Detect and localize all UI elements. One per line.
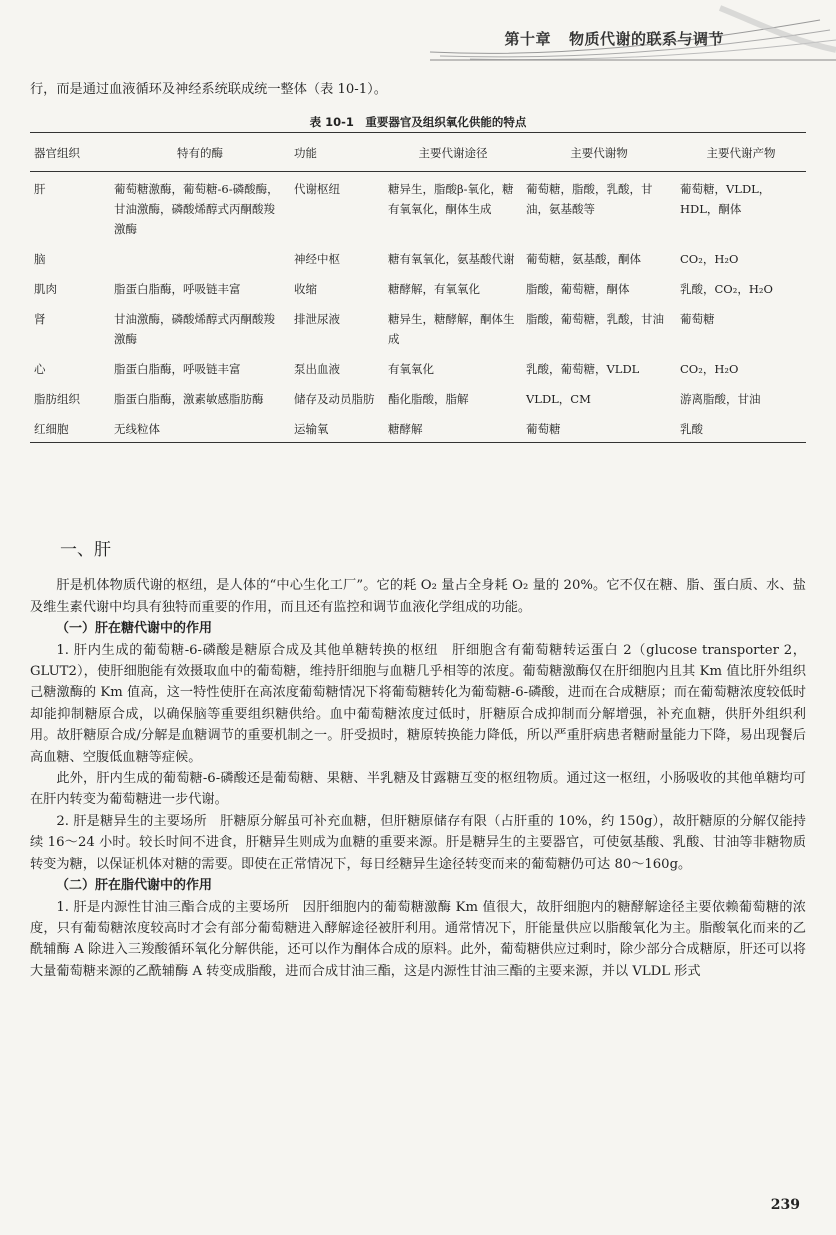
table-cell: 红细胞 [34, 422, 69, 436]
table-cell: 葡萄糖激酶，葡萄糖-6-磷酸酶，甘油激酶，磷酸烯醇式丙酮酸羧激酶 [114, 182, 279, 236]
table-cell: 心 [34, 362, 46, 376]
table-cell: 葡萄糖 [680, 312, 715, 326]
table-cell: 有氧氧化 [388, 362, 434, 376]
table-cell: 脂蛋白脂酶，呼吸链丰富 [114, 362, 241, 376]
table-row [30, 272, 806, 302]
subsection-heading-lipid: （二）肝在脂代谢中的作用 [56, 878, 213, 894]
table-cell: 脂酸，葡萄糖，乳酸，甘油 [526, 312, 664, 326]
table-cell: 运输氧 [294, 422, 329, 436]
table-cell: 储存及动员脂肪 [294, 392, 375, 406]
table-header-cell: 功能 [290, 133, 384, 172]
table-cell: 乳酸 [680, 422, 703, 436]
chapter-name: 物质代谢的联系与调节 [568, 30, 724, 48]
table-cell: CO₂，H₂O [680, 362, 739, 376]
page-number: 239 [770, 1197, 800, 1213]
table-cell: 糖异生，脂酸β-氧化，糖有氧氧化，酮体生成 [388, 182, 514, 216]
table-cell: CO₂，H₂O [680, 252, 739, 266]
chapter-number: 第十章 [504, 30, 551, 48]
table-header-cell: 器官组织 [30, 133, 110, 172]
table-cell: 脂酸，葡萄糖，酮体 [526, 282, 630, 296]
table-cell: 糖有氧氧化，氨基酸代谢 [388, 252, 515, 266]
lead-paragraph: 行，而是通过血液循环及神经系统联成统一整体（表 10-1）。 [30, 82, 387, 97]
table-cell: 脂蛋白脂酶，激素敏感脂肪酶 [114, 392, 264, 406]
table-row [30, 242, 806, 272]
table-cell: 葡萄糖，脂酸，乳酸，甘油，氨基酸等 [526, 182, 653, 216]
table-cell: 脑 [34, 252, 46, 266]
table-cell: 乳酸，葡萄糖，VLDL [526, 362, 640, 376]
table-cell: 糖酵解 [388, 422, 423, 436]
table-cell: 脂肪组织 [34, 392, 80, 406]
table-cell: 肝 [34, 182, 46, 196]
table-row [30, 382, 806, 412]
chapter-title [504, 28, 724, 49]
section-heading: 一、肝 [60, 540, 111, 560]
table-row [30, 172, 806, 243]
paragraph: 2. 肝是糖异生的主要场所 肝糖原分解虽可补充血糖，但肝糖原储存有限（占肝重的 10%，约 150g），故肝糖原的分解仅能持续 16～24 小时。较长时间不进食，肝糖异生则成为血糖的重要来源。肝是糖异生的主要器官，可使氨基酸、乳酸、甘油等非糖物质转变为糖，以保证机体对糖的需要。即使在正常情况下，每日经糖异生途径转变而来的葡萄糖仍可达 80～160g。 [30, 813, 806, 872]
table-cell: 酯化脂酸，脂解 [388, 392, 469, 406]
table-cell: 脂蛋白脂酶，呼吸链丰富 [114, 282, 241, 296]
table-cell: 肾 [34, 312, 46, 326]
table-cell: 葡萄糖 [526, 422, 561, 436]
table-cell: 葡萄糖，氨基酸，酮体 [526, 252, 641, 266]
table-caption: 表 10-1 重要器官及组织氧化供能的特点 [309, 115, 527, 129]
section-intro-paragraph: 肝是机体物质代谢的枢纽，是人体的“中心生化工厂”。它的耗 O₂ 量占全身耗 O₂ 量的 20%。它不仅在糖、脂、蛋白质、水、盐及维生素代谢中均具有独特而重要的作用，而且还有监控和调节血液化学组成的功能。 [30, 578, 806, 615]
table-cell: 糖酵解，有氧氧化 [388, 282, 480, 296]
table-row [30, 302, 806, 352]
paragraph: 此外，肝内生成的葡萄糖-6-磷酸还是葡萄糖、果糖、半乳糖及甘露糖互变的枢纽物质。通过这一枢纽，小肠吸收的其他单糖均可在肝内转变为葡萄糖进一步代谢。 [30, 771, 806, 808]
table-cell: 神经中枢 [294, 252, 340, 266]
table-row [30, 352, 806, 382]
table-cell: 游离脂酸，甘油 [680, 392, 761, 406]
table-cell: 收缩 [294, 282, 317, 296]
table-header-row [30, 133, 806, 172]
table-cell [110, 242, 290, 272]
section-body [30, 540, 806, 982]
organ-metabolism-table [30, 132, 806, 443]
table-header-cell: 主要代谢产物 [676, 133, 806, 172]
subsection-heading-carbohydrate: （一）肝在糖代谢中的作用 [56, 621, 213, 637]
running-header [0, 0, 836, 62]
table-cell: 泵出血液 [294, 362, 340, 376]
table-cell: 糖异生，糖酵解，酮体生成 [388, 312, 515, 346]
table-cell: 排泄尿液 [294, 312, 340, 326]
table-cell: 葡萄糖，VLDL，HDL，酮体 [680, 182, 771, 216]
table-row [30, 412, 806, 443]
paragraph: 1. 肝是内源性甘油三酯合成的主要场所 因肝细胞内的葡萄糖激酶 Km 值很大，故肝细胞内的糖酵解途径主要依赖葡萄糖的浓度，只有葡萄糖浓度较高时才会有部分葡萄糖进入酵解途径被肝利用。通常情况下，肝能量供应以脂酸氧化为主。脂酸氧化而来的乙酰辅酶 A 除进入三羧酸循环氧化分解供能，还可以作为酮体合成的原料。此外，葡萄糖供应过剩时，除少部分合成糖原，肝还可以将大量葡萄糖来源的乙酰辅酶 A 转变成脂酸，进而合成甘油三酯，这是内源性甘油三酯的主要来源，并以 VLDL 形式 [30, 899, 806, 979]
table-cell: 代谢枢纽 [294, 182, 340, 196]
table-cell: 甘油激酶，磷酸烯醇式丙酮酸羧激酶 [114, 312, 275, 346]
table-cell: 无线粒体 [114, 422, 160, 436]
table-header-cell: 主要代谢途径 [384, 133, 522, 172]
table-cell: VLDL，CM [526, 392, 591, 406]
table-cell: 肌肉 [34, 282, 57, 296]
paragraph: 1. 肝内生成的葡萄糖-6-磷酸是糖原合成及其他单糖转换的枢纽 肝细胞含有葡萄糖转运蛋白 2（glucose transporter 2，GLUT2），使肝细胞能有效摄取血中的葡萄糖，维持肝细胞与血糖几乎相等的浓度。葡萄糖激酶仅在肝细胞内且其 Km 值比肝外组织己糖激酶的 Km 值高，这一特性使肝在高浓度葡萄糖情况下将葡萄糖转化为葡萄糖-6-磷酸，进而在合成糖原；而在葡萄糖浓度较低时却能抑制糖原合成，以确保脑等重要组织糖供给。血中葡萄糖浓度过低时，肝糖原合成抑制而分解增强，补充血糖，供肝外组织利用。故肝糖原合成/分解是血糖调节的重要机制之一。肝受损时，糖原转换能力降低，所以严重肝病患者糖耐量能力下降，易出现餐后高血糖、空腹低血糖等症候。 [30, 642, 806, 765]
table-cell: 乳酸，CO₂，H₂O [680, 282, 773, 296]
table-header-cell: 主要代谢物 [522, 133, 676, 172]
table-header-cell: 特有的酶 [110, 133, 290, 172]
